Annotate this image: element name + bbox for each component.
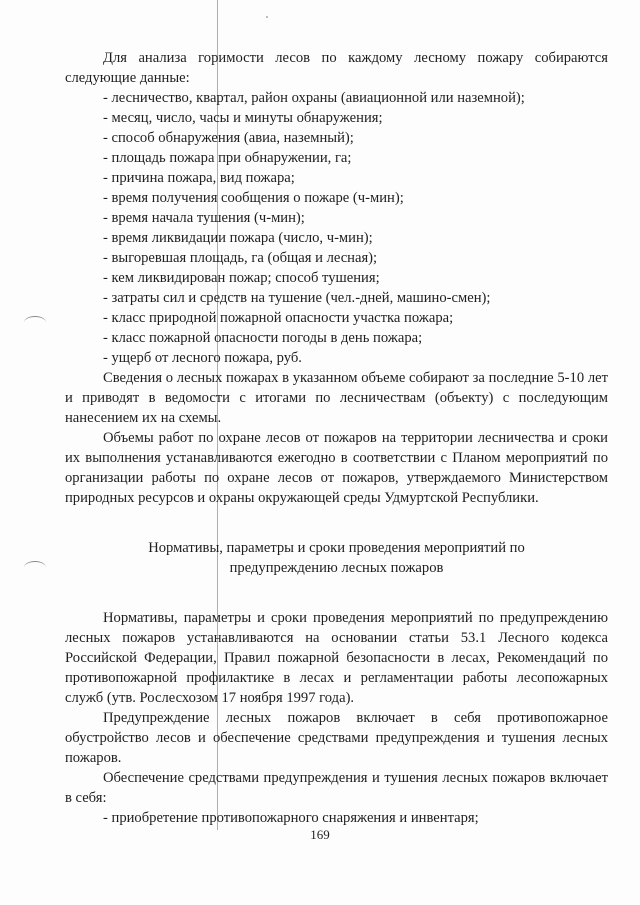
list-item: - месяц, число, часы и минуты обнаружения; (103, 110, 383, 126)
heading-line-2: предупреждению лесных пожаров (229, 560, 444, 576)
page-number: 169 (310, 827, 330, 842)
list-item: - причина пожара, вид пожара; (103, 170, 295, 186)
punch-hole-mark (24, 561, 46, 574)
info-paragraph: Сведения о лесных пожарах в указанном объеме собирают за последние 5-10 лет и приводят в ведомости с итогами по лесничествам (объекту) с последующим нанесением их на схемы. (65, 370, 608, 426)
list-item: - кем ликвидирован пожар; способ тушения; (103, 270, 380, 286)
heading-line-1: Нормативы, параметры и сроки проведения мероприятий по (148, 540, 525, 556)
provision-list (65, 808, 608, 828)
list-item: - способ обнаружения (авиа, наземный); (103, 130, 354, 146)
list-item: - класс природной пожарной опасности участка пожара; (103, 310, 454, 326)
list-item: - время начала тушения (ч-мин); (103, 210, 305, 226)
list-item: - время ликвидации пожара (число, ч-мин); (103, 230, 373, 246)
spacer (65, 508, 608, 538)
page-content (65, 48, 608, 828)
list-item: - время получения сообщения о пожаре (ч-мин); (103, 190, 404, 206)
list-item: - лесничество, квартал, район охраны (авиационной или наземной); (103, 90, 525, 106)
list-item: - площадь пожара при обнаружении, га; (103, 150, 352, 166)
prevention-paragraph: Предупреждение лесных пожаров включает в себя противопожарное обустройство лесов и обеспечение средствами предупреждения и тушения лесных пожаров. (65, 710, 608, 766)
list-item: - выгоревшая площадь, га (общая и лесная); (103, 250, 378, 266)
spacer (65, 578, 608, 608)
list-item: - затраты сил и средств на тушение (чел.-дней, машино-смен); (103, 290, 491, 306)
list-item: - ущерб от лесного пожара, руб. (103, 350, 302, 366)
list-item: - приобретение противопожарного снаряжения и инвентаря; (103, 810, 479, 826)
list-item: - класс пожарной опасности погоды в день пожара; (103, 330, 423, 346)
data-items-list (65, 88, 608, 368)
volumes-paragraph: Объемы работ по охране лесов от пожаров на территории лесничества и сроки их выполнения устанавливаются ежегодно в соответствии с Планом мероприятий по организации работы по охране лесов от пожаров, утверждаемого Министерством природных ресурсов и охраны окружающей среды Удмуртской Республики. (65, 430, 608, 506)
norms-paragraph: Нормативы, параметры и сроки проведения мероприятий по предупреждению лесных пожаров устанавливаются на основании статьи 53.1 Лесного кодекса Российской Федерации, Правил пожарной безопасности в лесах, Рекомендаций по противопожарной профилактике в лесах и регламентации работы лесопожарных служб (утв. Рослесхозом 17 ноября 1997 года). (65, 610, 608, 706)
provision-paragraph: Обеспечение средствами предупреждения и тушения лесных пожаров включает в себя: (65, 770, 608, 806)
section-heading (65, 538, 608, 578)
speck (266, 16, 268, 18)
intro-paragraph: Для анализа горимости лесов по каждому лесному пожару собираются следующие данные: (65, 50, 608, 86)
punch-hole-mark (24, 316, 46, 329)
